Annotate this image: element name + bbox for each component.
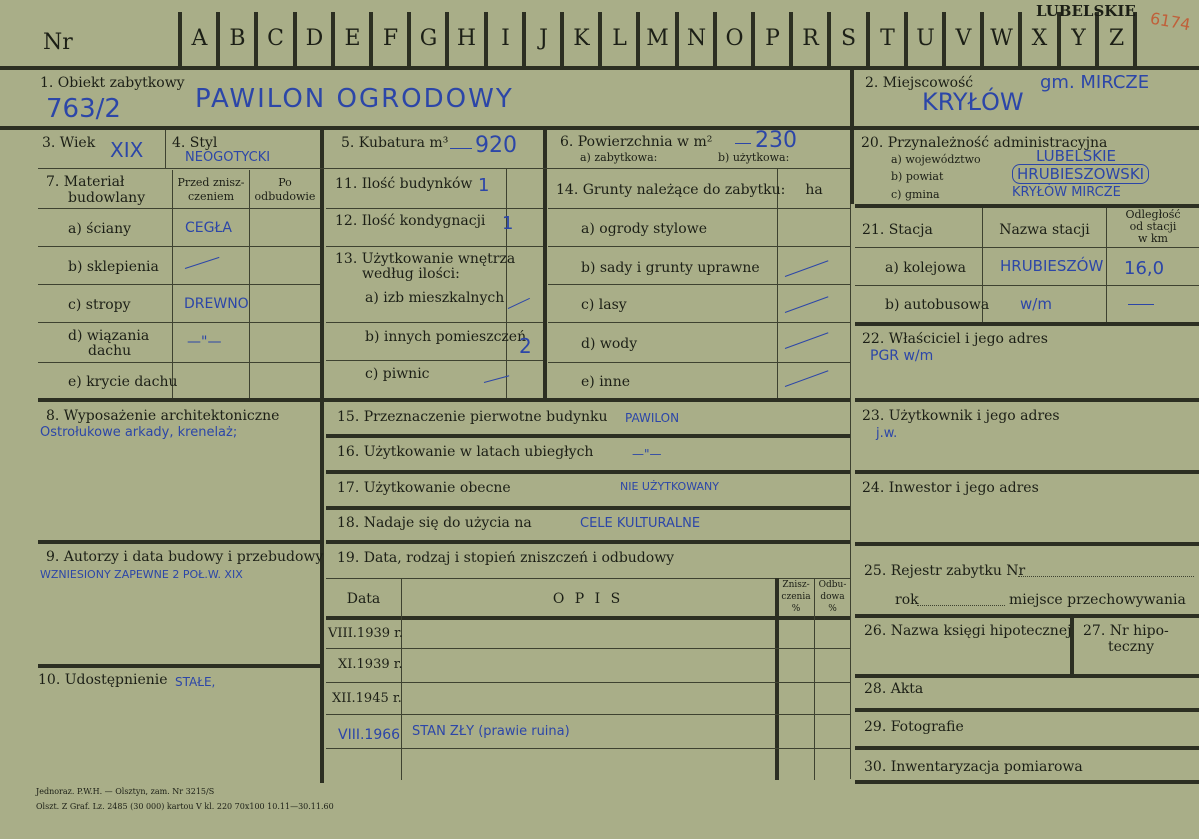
hw-authors: WZNIESIONY ZAPEWNE 2 POŁ.W. XIX bbox=[40, 568, 243, 581]
hw-trusses: —"— bbox=[187, 334, 222, 350]
divider bbox=[38, 168, 850, 169]
f22-label: 22. Właściciel i jego adres bbox=[862, 331, 1048, 347]
corner-number: 6174 bbox=[1148, 8, 1193, 35]
hw-style: NEOGOTYCKI bbox=[185, 150, 271, 165]
f16-label: 16. Użytkowanie w latach ubiegłych bbox=[337, 444, 594, 460]
hw-equipment: Ostrołukowe arkady, krenelaż; bbox=[40, 425, 238, 440]
distance-label-2: od stacji bbox=[1129, 220, 1177, 233]
register-dotted-line bbox=[1018, 576, 1194, 577]
hw-access: STAŁE, bbox=[175, 675, 216, 689]
rebuild-header-3: % bbox=[828, 604, 837, 614]
index-letter-d: D bbox=[305, 26, 324, 51]
divider bbox=[326, 246, 543, 247]
hw-user: j.w. bbox=[876, 426, 898, 441]
rok-label: rok bbox=[895, 592, 919, 608]
divider bbox=[548, 362, 850, 363]
hw-dash bbox=[508, 298, 530, 309]
hw-area: 230 bbox=[755, 128, 797, 153]
hw-dash bbox=[735, 143, 751, 144]
before-label-1: Przed znisz- bbox=[177, 176, 245, 189]
before-label-2: czeniem bbox=[187, 190, 234, 203]
divider bbox=[326, 540, 850, 544]
index-letter-n: N bbox=[686, 26, 707, 51]
rebuild-header-2: dowa bbox=[820, 592, 845, 602]
f9-label: 9. Autorzy i data budowy i przebudowy bbox=[46, 549, 324, 565]
hw-ceilings: DREWNO bbox=[184, 296, 249, 312]
index-letter-k: K bbox=[573, 26, 590, 51]
index-letter-m: M bbox=[646, 26, 669, 51]
gardens-label: a) ogrody stylowe bbox=[581, 221, 707, 237]
f30-label: 30. Inwentaryzacja pomiarowa bbox=[864, 759, 1083, 775]
divider bbox=[326, 648, 850, 649]
hw-walls: CEGŁA bbox=[185, 220, 232, 236]
divider bbox=[320, 128, 324, 783]
trusses-label-2: dachu bbox=[88, 343, 132, 359]
index-letter-c: C bbox=[267, 26, 284, 51]
hw-commune: KRYŁÓW MIRCZE bbox=[1012, 185, 1121, 200]
divider bbox=[326, 616, 850, 620]
f27-label-2: teczny bbox=[1108, 639, 1155, 655]
divider bbox=[326, 682, 850, 683]
hw-voivodeship: LUBELSKIE bbox=[1036, 147, 1116, 165]
f12-label: 12. Ilość kondygnacji bbox=[335, 213, 486, 229]
f20-label: 20. Przynależność administracyjna bbox=[861, 135, 1108, 151]
index-letter-e: E bbox=[344, 26, 361, 51]
ha-label: ha bbox=[805, 182, 823, 198]
divider bbox=[326, 748, 850, 749]
index-letter-z: Z bbox=[1108, 26, 1125, 51]
divider bbox=[855, 542, 1199, 546]
hw-dash bbox=[785, 370, 829, 387]
hw-bus-station: w/m bbox=[1020, 295, 1052, 313]
miejsce-label: miejsce przechowywania bbox=[1009, 592, 1186, 608]
divider bbox=[850, 68, 854, 204]
divider bbox=[165, 130, 166, 168]
printer-note-1: Jednoraz. P.W.H. — Olsztyn, zam. Nr 3215/S bbox=[36, 787, 215, 796]
divider bbox=[326, 506, 850, 510]
hw-dash bbox=[785, 332, 829, 349]
hw-other-rooms: 2 bbox=[519, 334, 532, 358]
f3-label: 3. Wiek bbox=[42, 135, 96, 151]
rebuild-header-1: Odbu- bbox=[818, 580, 847, 590]
divider bbox=[850, 204, 851, 779]
hw-original-use: PAWILON bbox=[625, 411, 680, 425]
divider bbox=[401, 578, 402, 780]
hw-buildings: 1 bbox=[478, 175, 490, 196]
divider bbox=[38, 208, 320, 209]
hw-rail-station: HRUBIESZÓW bbox=[1000, 257, 1104, 275]
divider bbox=[326, 470, 850, 474]
bus-label: b) autobusowa bbox=[885, 297, 990, 313]
f14-label: 14. Grunty należące do zabytku: bbox=[556, 182, 786, 198]
index-letter-s: S bbox=[840, 26, 857, 51]
year-dotted-line bbox=[917, 605, 1005, 606]
divider bbox=[326, 578, 850, 579]
hw-place-gm: gm. MIRCZE bbox=[1040, 72, 1150, 93]
hw-dash bbox=[785, 296, 829, 313]
hw-current-use: NIE UŻYTKOWANY bbox=[620, 480, 719, 493]
f19-label: 19. Data, rodzaj i stopień zniszczeń i odbudowy bbox=[337, 550, 675, 566]
hw-rail-km: 16,0 bbox=[1124, 258, 1165, 279]
hw-suitable-for: CELE KULTURALNE bbox=[580, 516, 701, 531]
other-rooms-label: b) innych pomieszczeń bbox=[365, 329, 527, 345]
index-letter-a: A bbox=[191, 26, 208, 51]
index-letter-j: J bbox=[539, 26, 548, 51]
railway-label: a) kolejowa bbox=[885, 260, 967, 276]
hw-past-use: —"— bbox=[632, 447, 662, 461]
f7-label-1: 7. Materiał bbox=[46, 174, 125, 190]
divider bbox=[38, 322, 320, 323]
f17-label: 17. Użytkowanie obecne bbox=[337, 480, 511, 496]
divider bbox=[0, 126, 1199, 130]
after-label-2: odbudowie bbox=[254, 190, 316, 203]
walls-label: a) ściany bbox=[68, 221, 132, 237]
f13-label-1: 13. Użytkowanie wnętrza bbox=[335, 251, 516, 267]
divider bbox=[326, 322, 543, 323]
index-letter-w: W bbox=[990, 26, 1013, 51]
index-letter-b: B bbox=[229, 26, 246, 51]
f21-label: 21. Stacja bbox=[862, 222, 933, 238]
divider bbox=[855, 780, 1199, 784]
divider bbox=[506, 168, 507, 398]
divider bbox=[326, 714, 850, 715]
index-letter-p: P bbox=[765, 26, 780, 51]
f27-label-1: 27. Nr hipo- bbox=[1083, 623, 1169, 639]
cellars-label: c) piwnic bbox=[365, 366, 430, 382]
destruction-header-1: Znisz- bbox=[782, 580, 810, 590]
forests-label: c) lasy bbox=[581, 297, 627, 313]
divider bbox=[855, 285, 1199, 286]
hw-floors: 1 bbox=[502, 213, 514, 234]
damage-date: XI.1939 r. bbox=[338, 657, 403, 672]
destruction-header-2: czenia bbox=[781, 592, 811, 602]
f25-label: 25. Rejestr zabytku Nr bbox=[864, 563, 1026, 579]
f6a-label: a) zabytkowa: bbox=[580, 151, 658, 164]
f8-label: 8. Wyposażenie architektoniczne bbox=[46, 408, 280, 424]
f24-label: 24. Inwestor i jego adres bbox=[862, 480, 1039, 496]
hw-dash bbox=[1128, 304, 1154, 305]
divider bbox=[855, 322, 1199, 326]
index-letter-x: X bbox=[1031, 26, 1048, 51]
index-letter-r: R bbox=[802, 26, 819, 51]
f10-label: 10. Udostępnienie bbox=[38, 672, 168, 688]
f13-label-2: według ilości: bbox=[362, 266, 460, 282]
destruction-header-3: % bbox=[791, 604, 801, 614]
divider bbox=[38, 540, 320, 544]
hw-county: HRUBIESZOWSKI bbox=[1012, 164, 1149, 184]
f15-label: 15. Przeznaczenie pierwotne budynku bbox=[337, 409, 608, 425]
f26-label: 26. Nazwa księgi hipotecznej bbox=[864, 623, 1072, 639]
divider bbox=[548, 322, 850, 323]
hw-nr-ref: 763/2 bbox=[46, 94, 121, 124]
hw-dash bbox=[185, 257, 220, 269]
f18-label: 18. Nadaje się do użycia na bbox=[337, 515, 532, 531]
f6-label: 6. Powierzchnia w m² bbox=[560, 134, 713, 150]
divider bbox=[855, 614, 1199, 618]
roofing-label: e) krycie dachu bbox=[68, 374, 178, 390]
f11-label: 11. Ilość budynków bbox=[335, 176, 473, 192]
waters-label: d) wody bbox=[581, 336, 638, 352]
divider bbox=[326, 360, 543, 361]
index-letter-g: G bbox=[419, 26, 438, 51]
divider bbox=[326, 434, 850, 438]
divider bbox=[855, 708, 1199, 712]
divider bbox=[548, 208, 850, 209]
damage-description: STAN ZŁY (prawie ruina) bbox=[412, 724, 570, 739]
f2-label: 2. Miejscowość bbox=[865, 75, 974, 91]
hw-dash bbox=[450, 148, 472, 149]
index-letter-y: Y bbox=[1071, 26, 1086, 51]
index-letter-v: V bbox=[955, 26, 972, 51]
index-letter-i: I bbox=[501, 26, 510, 51]
damage-date: XII.1945 r. bbox=[332, 691, 402, 706]
rooms-label: a) izb mieszkalnych bbox=[365, 290, 505, 306]
divider bbox=[855, 470, 1199, 474]
f28-label: 28. Akta bbox=[864, 681, 924, 697]
damage-date: VIII.1966 bbox=[338, 727, 401, 743]
distance-label-3: w km bbox=[1137, 232, 1168, 245]
hw-owner: PGR w/m bbox=[870, 348, 934, 364]
divider bbox=[38, 246, 320, 247]
hw-object: PAWILON OGRODOWY bbox=[195, 84, 514, 114]
orchards-label: b) sady i grunty uprawne bbox=[581, 260, 760, 276]
f20c-label: c) gmina bbox=[891, 188, 940, 201]
f5-label: 5. Kubatura m³ bbox=[341, 135, 449, 151]
hw-kubatura: 920 bbox=[475, 133, 517, 158]
index-letter-l: L bbox=[612, 26, 627, 51]
f20a-label: a) województwo bbox=[891, 153, 981, 166]
f1-label: 1. Obiekt zabytkowy bbox=[40, 75, 185, 91]
divider bbox=[38, 284, 320, 285]
divider bbox=[777, 168, 778, 398]
ceilings-label: c) stropy bbox=[68, 297, 131, 313]
divider bbox=[548, 284, 850, 285]
divider bbox=[38, 398, 850, 402]
station-name-label: Nazwa stacji bbox=[999, 222, 1090, 238]
region-stamp: LUBELSKIE bbox=[1036, 2, 1136, 20]
divider bbox=[855, 674, 1199, 678]
divider bbox=[548, 246, 850, 247]
hw-place: KRYŁÓW bbox=[922, 88, 1024, 116]
divider bbox=[855, 247, 1199, 248]
date-header: Data bbox=[346, 591, 381, 607]
index-letter-u: U bbox=[916, 26, 935, 51]
index-letter-t: T bbox=[880, 26, 895, 51]
distance-label-1: Odległość bbox=[1125, 208, 1181, 221]
f23-label: 23. Użytkownik i jego adres bbox=[862, 408, 1060, 424]
divider bbox=[855, 746, 1199, 750]
f4-label: 4. Styl bbox=[172, 135, 218, 151]
others-label: e) inne bbox=[581, 374, 630, 390]
header-rule bbox=[0, 66, 1199, 70]
divider bbox=[38, 362, 320, 363]
damage-date: VIII.1939 r. bbox=[328, 626, 404, 641]
f29-label: 29. Fotografie bbox=[864, 719, 964, 735]
after-label-1: Po bbox=[278, 176, 292, 189]
divider bbox=[855, 398, 1199, 402]
vaults-label: b) sklepienia bbox=[68, 259, 159, 275]
divider bbox=[326, 208, 543, 209]
index-letter-f: F bbox=[382, 26, 399, 51]
index-letter-h: H bbox=[456, 26, 477, 51]
f6b-label: b) użytkowa: bbox=[718, 151, 790, 164]
f7-label-2: budowlany bbox=[68, 190, 146, 206]
printer-note-2: Olszt. Z Graf. Lz. 2485 (30 000) kartou V kl. 220 70x100 10.11—30.11.60 bbox=[36, 802, 334, 811]
hw-dash bbox=[785, 260, 829, 277]
index-letter-o: O bbox=[725, 26, 744, 51]
opis-header: O P I S bbox=[552, 591, 624, 607]
divider bbox=[38, 664, 320, 668]
trusses-label-1: d) wiązania bbox=[68, 328, 150, 344]
hw-age: XIX bbox=[110, 138, 144, 162]
nr-label: Nr bbox=[43, 30, 73, 55]
f20b-label: b) powiat bbox=[891, 170, 944, 183]
